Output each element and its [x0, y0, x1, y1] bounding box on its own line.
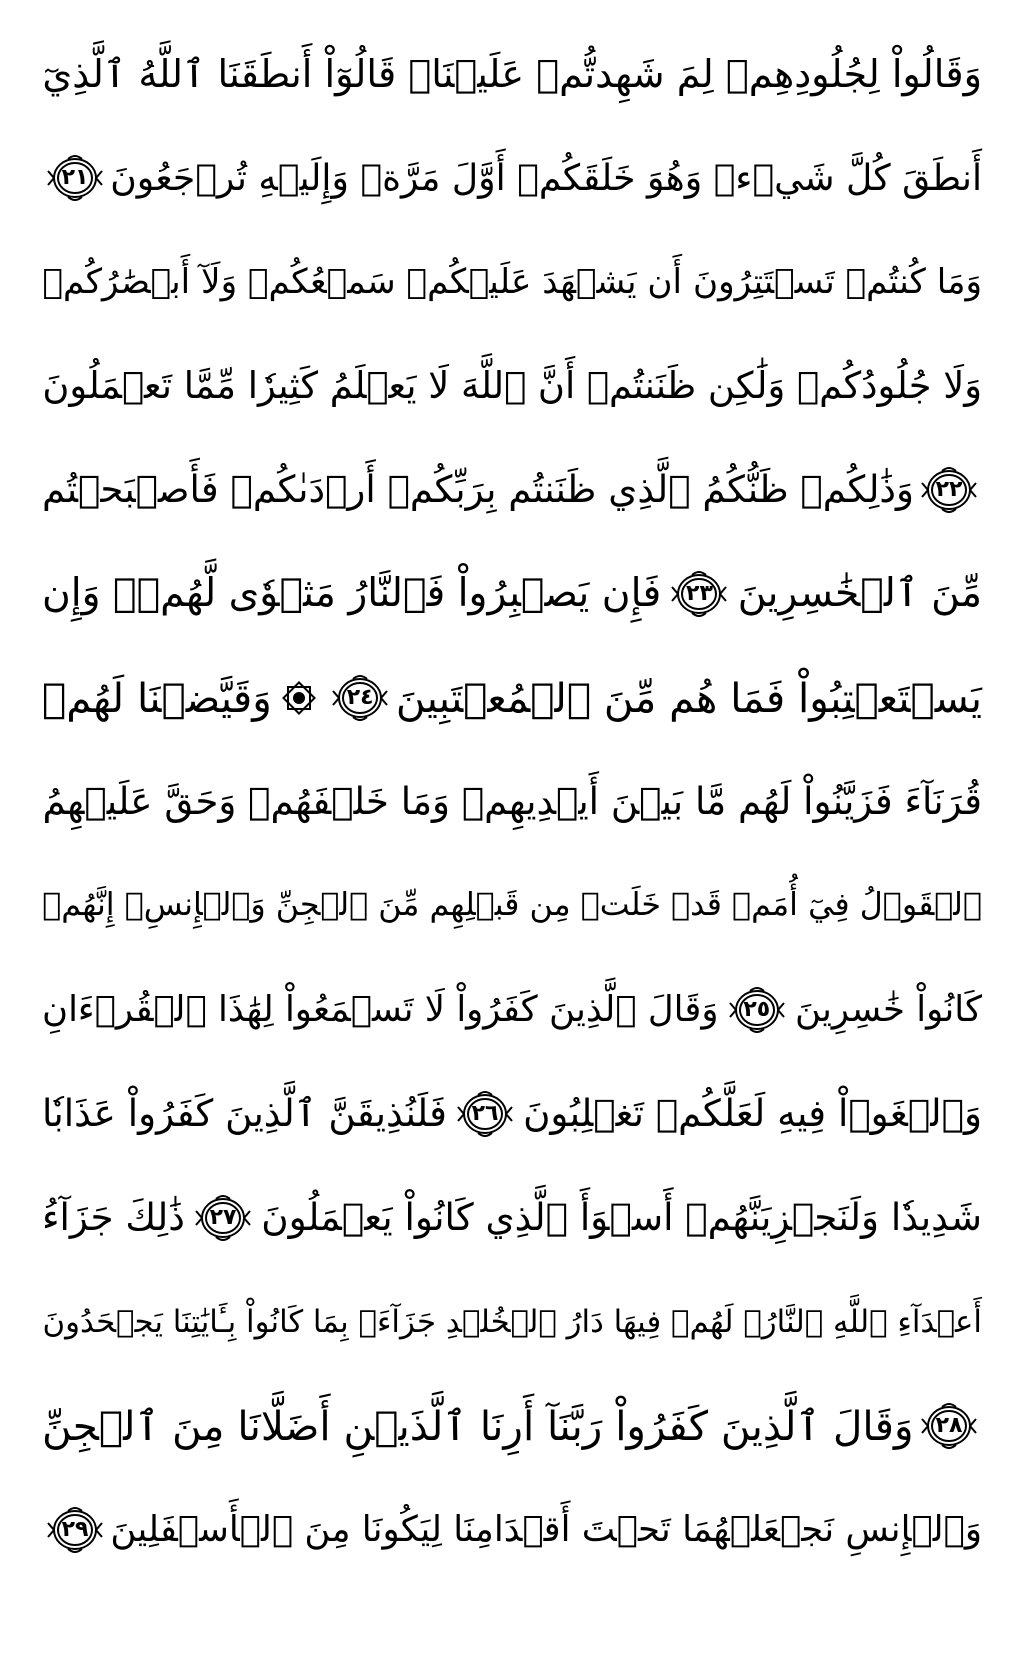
- verse-text: قُرَنَآءَ فَزَيَّنُواْ لَهُم مَّا بَيۡنَ أَيۡدِيهِمۡ وَمَا خَلۡفَهُمۡ وَحَقَّ عَلَيۡهِمُ: [42, 779, 982, 824]
- verse-text: أَعۡدَآءِ ٱللَّهِ ٱلنَّارُۖ لَهُمۡ فِيهَا دَارُ ٱلۡخُلۡدِ جَزَآءَۢ بِمَا كَانُواْ بِـَٔايَٰتِنَا يَجۡحَدُونَ: [42, 1303, 982, 1340]
- verse-text: فَلَنُذِيقَنَّ ٱلَّذِينَ كَفَرُواْ عَذَابٗا: [42, 1091, 447, 1136]
- ayah-number-marker-icon: [670, 569, 728, 619]
- verse-line-14: [42, 1372, 982, 1480]
- verse-text: وَٱلۡإِنسِ نَجۡعَلۡهُمَا تَحۡتَ أَقۡدَامِنَا لِيَكُونَا مِنَ ٱلۡأَسۡفَلِينَ: [110, 1509, 982, 1551]
- ayah-number: ٢٢: [935, 477, 963, 502]
- verse-text: وَذَٰلِكُمۡ ظَنُّكُمُ ٱلَّذِي ظَنَنتُم بِرَبِّكُمۡ أَرۡدَىٰكُمۡ فَأَصۡبَحۡتُم: [42, 467, 914, 512]
- verse-text: كَانُواْ خَٰسِرِينَ: [794, 989, 982, 1031]
- verse-line-7: [42, 644, 982, 752]
- verse-line-13: [42, 1268, 982, 1376]
- verse-line-2: [42, 124, 982, 232]
- verse-line-6: [42, 540, 982, 648]
- verse-line-12: [42, 1164, 982, 1272]
- ayah-number: ٢٩: [61, 1517, 89, 1542]
- verse-line-3: [42, 228, 982, 336]
- verse-text: وَقَالُواْ لِجُلُودِهِمۡ لِمَ شَهِدتُّمۡ عَلَيۡنَاۖ قَالُوٓاْ أَنطَقَنَا ٱللَّهُ ٱلَّذِيٓ: [42, 51, 982, 96]
- ayah-number-marker-icon: [331, 673, 389, 723]
- verse-line-11: [42, 1060, 982, 1168]
- verse-text: أَنطَقَ كُلَّ شَيۡءٖ وَهُوَ خَلَقَكُمۡ أَوَّلَ مَرَّةٖ وَإِلَيۡهِ تُرۡجَعُونَ: [110, 155, 982, 199]
- verse-line-4: [42, 332, 982, 440]
- verse-line-5: [42, 436, 982, 544]
- verse-text: وَقَالَ ٱلَّذِينَ كَفَرُواْ لَا تَسۡمَعُواْ لِهَٰذَا ٱلۡقُرۡءَانِ: [42, 989, 719, 1031]
- ayah-number: ٢٥: [743, 997, 771, 1022]
- ayah-number: ٢٧: [209, 1205, 237, 1230]
- ayah-number-marker-icon: [728, 985, 786, 1035]
- rub-el-hizb-icon: [280, 679, 318, 717]
- ayah-number: ٢٦: [471, 1101, 499, 1126]
- verse-text: وَقَيَّضۡنَا لَهُمۡ: [42, 673, 272, 722]
- verse-text: ذَٰلِكَ جَزَآءُ: [42, 1195, 185, 1240]
- ayah-number-marker-icon: [920, 465, 978, 515]
- verse-text: وَمَا كُنتُمۡ تَسۡتَتِرُونَ أَن يَشۡهَدَ عَلَيۡكُمۡ سَمۡعُكُمۡ وَلَآ أَبۡصَٰرُكُمۡ: [42, 261, 982, 302]
- ayah-number: ٢٨: [935, 1413, 963, 1438]
- verse-text: شَدِيدٗا وَلَنَجۡزِيَنَّهُمۡ أَسۡوَأَ ٱلَّذِي كَانُواْ يَعۡمَلُونَ: [261, 1195, 982, 1240]
- verse-line-1: [42, 20, 982, 128]
- verse-text: وَٱلۡغَوۡاْ فِيهِ لَعَلَّكُمۡ تَغۡلِبُونَ: [523, 1091, 982, 1136]
- ayah-number-marker-icon: [920, 1401, 978, 1451]
- verse-text: يَسۡتَعۡتِبُواْ فَمَا هُم مِّنَ ٱلۡمُعۡتَبِينَ: [395, 673, 982, 722]
- verse-line-15: [42, 1476, 982, 1584]
- verse-text: فَإِن يَصۡبِرُواْ فَٱلنَّارُ مَثۡوٗى لَّهُمۡۖ وَإِن: [42, 571, 662, 617]
- ayah-number: ٢٤: [346, 685, 374, 710]
- verse-text: ٱلۡقَوۡلُ فِيٓ أُمَمٖ قَدۡ خَلَتۡ مِن قَبۡلِهِم مِّنَ ٱلۡجِنِّ وَٱلۡإِنسِۖ إِنَّهُمۡ: [42, 887, 982, 924]
- verse-line-10: [42, 956, 982, 1064]
- ayah-number-marker-icon: [46, 1505, 104, 1555]
- verse-text: وَقَالَ ٱلَّذِينَ كَفَرُواْ رَبَّنَآ أَرِنَا ٱلَّذَيۡنِ أَضَلَّانَا مِنَ ٱلۡجِنِّ: [42, 1401, 914, 1450]
- verse-line-8: [42, 748, 982, 856]
- verse-text: مِّنَ ٱلۡخَٰسِرِينَ: [737, 571, 982, 617]
- ayah-number-marker-icon: [194, 1193, 252, 1243]
- ayah-number-marker-icon: [456, 1089, 514, 1139]
- verse-line-9: [42, 852, 982, 960]
- verse-text: وَلَا جُلُودُكُمۡ وَلَٰكِن ظَنَنتُمۡ أَنَّ ٱللَّهَ لَا يَعۡلَمُ كَثِيرٗا مِّمَّا تَعۡمَلُونَ: [42, 363, 982, 407]
- ayah-number-marker-icon: [46, 153, 104, 203]
- ayah-number: ٢١: [61, 165, 89, 190]
- ayah-number: ٢٣: [686, 581, 713, 606]
